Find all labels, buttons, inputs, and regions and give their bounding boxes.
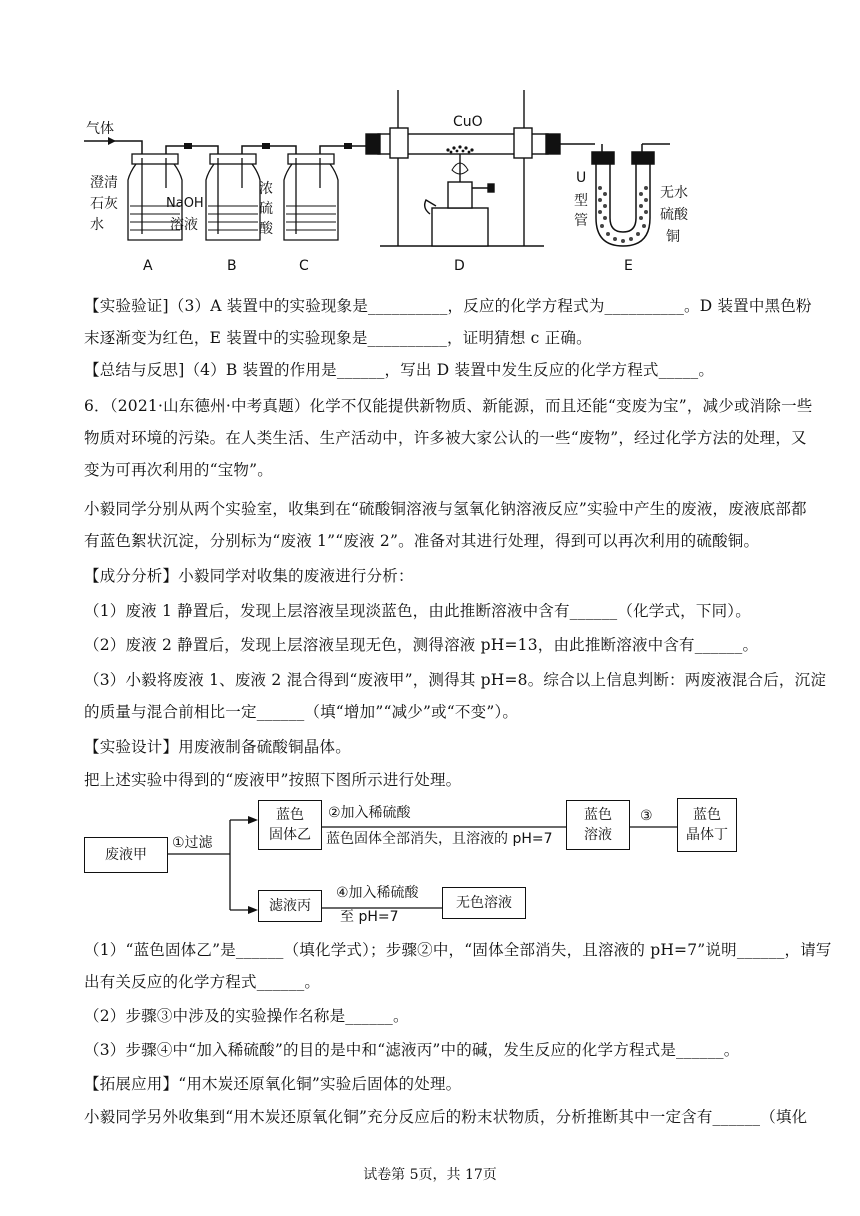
text-line: 的质量与混合前相比一定______（填“增加”“减少”或“不变”）。 [84,703,519,721]
text-line: （3）小毅将废液 1、废液 2 混合得到“废液甲”，测得其 pH=8。综合以上信息判断：两废液混合后，沉淀 [84,671,827,689]
letter-d: D [454,258,465,274]
letter-e: E [624,258,633,274]
text-line: 物质对环境的污染。在人类生活、生产活动中，许多被大家公认的一些“废物”，经过化学方法的处理，又 [84,429,807,447]
flow-jingtiding-2: 晶体丁 [686,827,728,843]
text-line: （3）步骤④中“加入稀硫酸”的目的是中和“滤液丙”中的碱，发生反应的化学方程式是______。 [84,1041,740,1059]
c-label-2: 硫 [259,201,273,217]
e-right-3: 铜 [666,229,680,245]
e-right-1: 无水 [660,185,688,201]
c-label-1: 浓 [259,181,273,197]
text-line: （1）废液 1 静置后，发现上层溶液呈现淡蓝色，由此推断溶液中含有______（化学式，下同）。 [84,602,751,620]
a-label-1: 澄清 [90,175,118,191]
a-label-3: 水 [90,217,104,233]
text-line: （1）“蓝色固体乙”是______（填化学式）；步骤②中，“固体全部消失，且溶液的 pH=7”说明______，请写 [84,941,832,959]
flow-step2-bottom: 蓝色固体全部消失，且溶液的 pH=7 [326,831,553,847]
text-line: 【实验验证]（3）A 装置中的实验现象是__________，反应的化学方程式为__________。D 装置中黑色粉 [84,297,812,315]
text-line: 小毅同学另外收集到“用木炭还原氧化铜”充分反应后的粉末状物质，分析推断其中一定含有______（填化 [84,1108,808,1126]
text-line: （2）废液 2 静置后，发现上层溶液呈现无色，测得溶液 pH=13，由此推断溶液中含有______。 [84,636,759,654]
text-line: 【总结与反思]（4）B 装置的作用是______，写出 D 装置中发生反应的化学方程式_____。 [84,361,715,379]
flow-step4-top: ④加入稀硫酸 [336,885,419,901]
text-line: 有蓝色絮状沉淀，分别标为“废液 1”“废液 2”。准备对其进行处理，得到可以再次利用的硫酸铜。 [84,532,760,550]
flow-step3: ③ [640,808,653,824]
e-left-3: 管 [574,213,588,229]
letter-c: C [299,258,309,274]
flow-step2-top: ②加入稀硫酸 [328,805,411,821]
e-right-2: 硫酸 [660,207,688,223]
flow-gutiyi-2: 固体乙 [269,827,311,843]
text-line: 末逐渐变为红色，E 装置中的实验现象是__________，证明猜想 c 正确。 [84,329,592,347]
a-label-2: 石灰 [90,196,118,212]
flow-box-feiyejia: 废液甲 [84,837,168,873]
letter-a: A [143,258,153,274]
flow-lanse-rongye-1: 蓝色 [584,807,612,823]
text-line: 【成分分析】小毅同学对收集的废液进行分析： [84,567,414,585]
flow-box-gutiyi [258,800,322,850]
d-label: CuO [453,114,483,130]
c-label-3: 酸 [259,221,273,237]
text-line: 【拓展应用】“用木炭还原氧化铜”实验后固体的处理。 [84,1075,462,1093]
flow-step4-bottom: 至 pH=7 [340,909,399,925]
flow-step1: ①过滤 [172,835,213,851]
b-label-2: 溶液 [170,217,198,233]
flow-box-jingtiding [677,798,737,852]
text-line: 【实验设计】用废液制备硫酸铜晶体。 [84,738,351,756]
letter-b: B [227,258,237,274]
text-line: 变为可再次利用的“宝物”。 [84,461,273,479]
text-line: 小毅同学分别从两个实验室，收集到在“硫酸铜溶液与氢氧化钠溶液反应”实验中产生的废液，废液底部都 [84,500,807,518]
text-line: 6．（2021·山东德州·中考真题）化学不仅能提供新物质、新能源，而且还能“变废为宝”，减少或消除一些 [84,397,813,415]
flow-lanse-rongye-2: 溶液 [584,827,612,843]
apparatus-drawing [80,88,680,288]
gas-label: 气体 [86,121,114,137]
e-left-2: 型 [574,193,588,209]
flow-box-lvyebing: 滤液丙 [258,890,322,922]
page-footer: 试卷第 5页，共 17页 [363,1167,497,1183]
text-line: 把上述实验中得到的“废液甲”按照下图所示进行处理。 [84,771,462,789]
flow-box-lanse-rongye [566,800,630,850]
flow-box-wuse-rongye: 无色溶液 [442,887,526,919]
text-line: 出有关反应的化学方程式______。 [84,973,321,991]
e-left-1: U [576,170,587,186]
text-line: （2）步骤③中涉及的实验操作名称是______。 [84,1007,409,1025]
flow-gutiyi-1: 蓝色 [276,807,304,823]
flow-jingtiding-1: 蓝色 [693,807,721,823]
b-label-1: NaOH [166,196,204,211]
